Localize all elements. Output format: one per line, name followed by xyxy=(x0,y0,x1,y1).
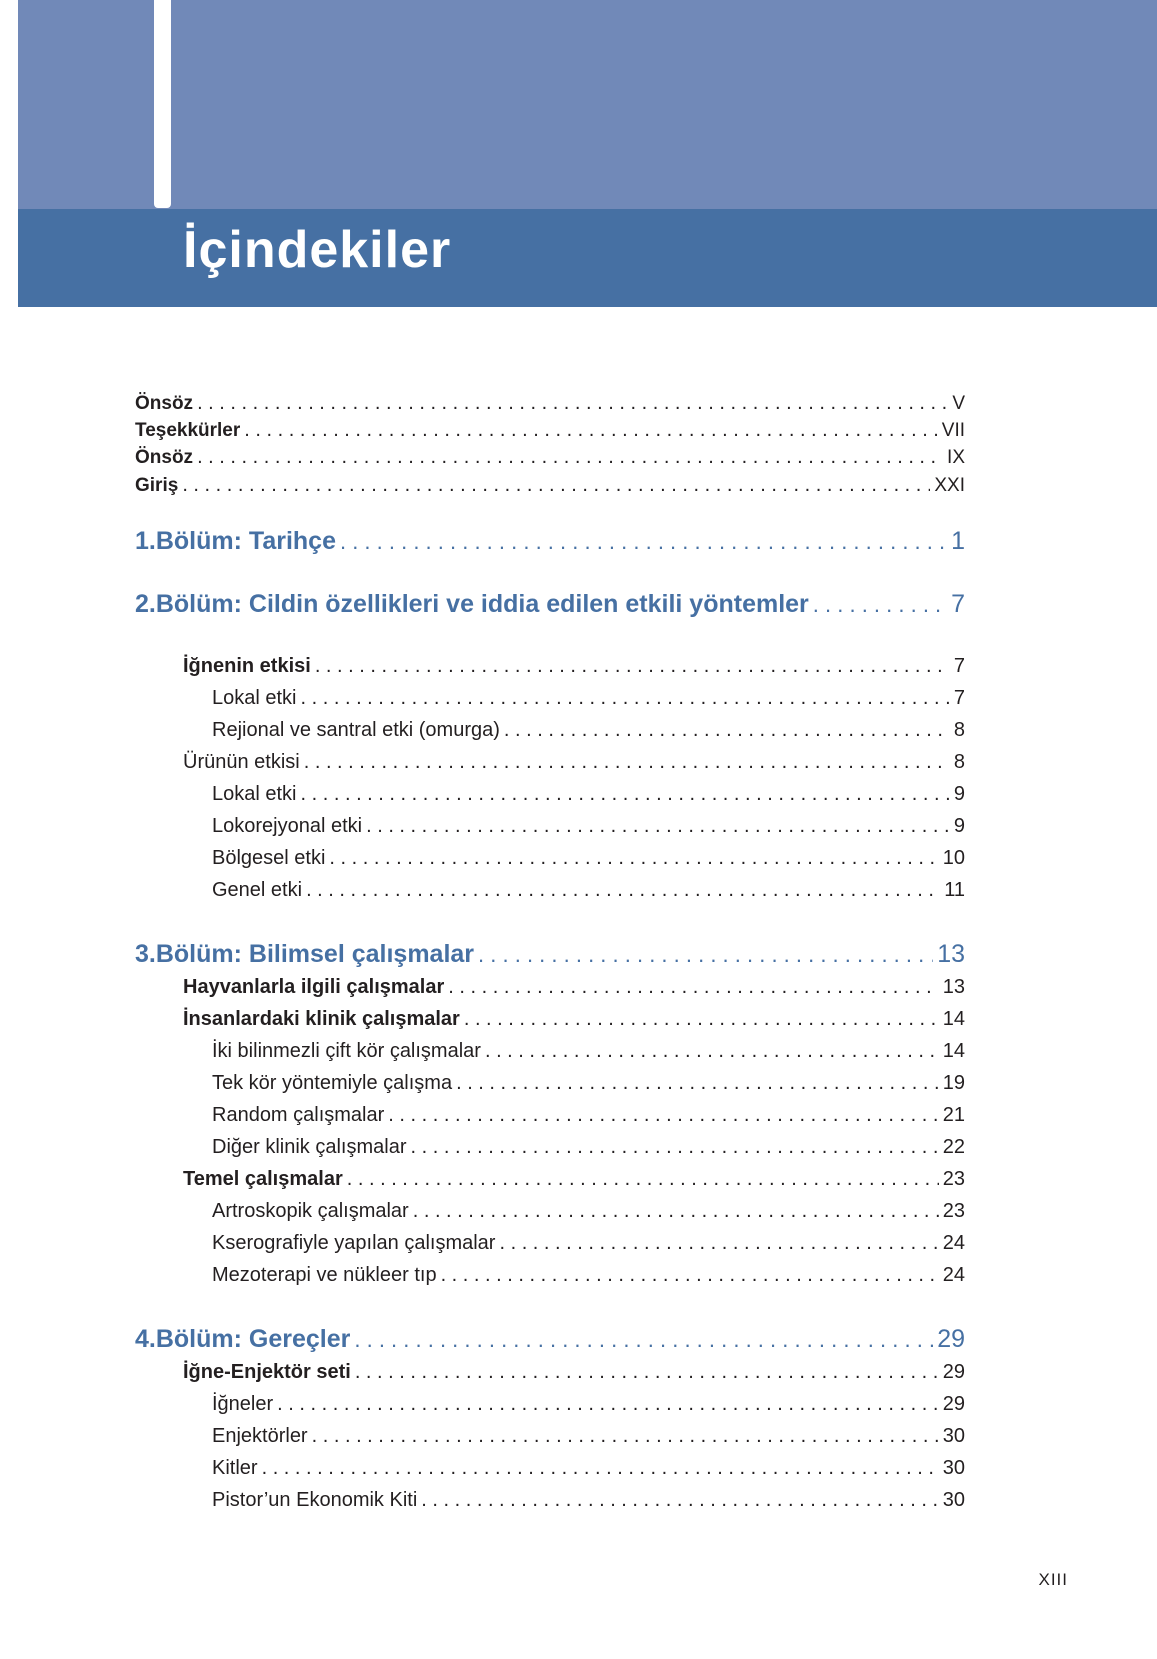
toc-subsection[interactable] xyxy=(135,1264,965,1292)
page-number: XIII xyxy=(1038,1570,1068,1589)
chapter-title: Bölüm: Gereçler xyxy=(155,1325,351,1353)
dot-leader xyxy=(499,1232,938,1255)
dot-leader xyxy=(413,1200,939,1223)
dot-leader xyxy=(197,446,943,469)
dot-leader xyxy=(421,1489,938,1512)
toc-entry-text: Lokal etki xyxy=(212,783,297,805)
toc-entry-text: İnsanlardaki klinik çalışmalar xyxy=(183,1008,460,1030)
dot-leader xyxy=(813,592,947,618)
chapter-page: 1 xyxy=(951,527,965,555)
toc-entry-text: Kserografiyle yapılan çalışmalar xyxy=(212,1232,496,1254)
dot-leader xyxy=(456,1072,939,1095)
toc-entry-text: Ürünün etkisi xyxy=(183,751,300,773)
toc-entry-text: Lokorejyonal etki xyxy=(212,815,363,837)
toc-entry-page: 30 xyxy=(942,1489,965,1511)
toc-entry-text: Artroskopik çalışmalar xyxy=(212,1200,409,1222)
toc-entry-page: 10 xyxy=(942,847,965,869)
chapter-title: Bölüm: Bilimsel çalışmalar xyxy=(155,940,475,968)
toc-subsection[interactable] xyxy=(135,1104,965,1132)
toc-subsection[interactable] xyxy=(135,879,965,907)
dot-leader xyxy=(441,1264,939,1287)
toc-entry-text: İğneler xyxy=(212,1393,274,1415)
toc-entry-page: 9 xyxy=(953,783,965,805)
toc-entry-page: 8 xyxy=(953,719,965,741)
toc-subsection[interactable] xyxy=(135,1232,965,1260)
dot-leader xyxy=(182,474,930,497)
dot-leader xyxy=(301,783,950,806)
toc-subsection[interactable] xyxy=(135,783,965,811)
chapter-number: 4. xyxy=(135,1325,156,1353)
toc-section[interactable] xyxy=(135,976,965,1004)
dot-leader xyxy=(262,1457,939,1480)
toc-subsection[interactable] xyxy=(135,719,965,747)
toc-entry-text: Enjektörler xyxy=(212,1425,308,1447)
toc-entry-text: Bölgesel etki xyxy=(212,847,326,869)
toc-entry-text: Temel çalışmalar xyxy=(183,1168,343,1190)
toc-entry-text: İğne-Enjektör seti xyxy=(183,1361,351,1383)
toc-section[interactable] xyxy=(135,1168,965,1196)
chapter-number: 1. xyxy=(135,527,156,555)
toc-entry-text: Giriş xyxy=(135,475,179,496)
toc-chapter-3[interactable] xyxy=(135,940,965,976)
toc-entry-text: Hayvanlarla ilgili çalışmalar xyxy=(183,976,445,998)
toc-chapter-4[interactable] xyxy=(135,1325,965,1361)
toc-entry-page: 29 xyxy=(942,1361,965,1383)
table-of-contents xyxy=(135,0,965,1659)
toc-subsection[interactable] xyxy=(135,1457,965,1485)
dot-leader xyxy=(388,1104,938,1127)
toc-section[interactable] xyxy=(135,1008,965,1036)
toc-entry-page: 9 xyxy=(953,815,965,837)
toc-entry-page: 29 xyxy=(942,1393,965,1415)
toc-entry-acknowledgements[interactable] xyxy=(135,419,965,447)
toc-entry-text: Pistor’un Ekonomik Kiti xyxy=(212,1489,418,1511)
chapter-title: Bölüm: Cildin özellikleri ve iddia edilen etkili yöntemler xyxy=(155,590,809,618)
chapter-number: 2. xyxy=(135,590,156,618)
toc-entry-text: Rejional ve santral etki (omurga) xyxy=(212,719,500,741)
dot-leader xyxy=(306,879,940,902)
toc-chapter-2[interactable] xyxy=(135,590,965,626)
toc-entry-page: 24 xyxy=(942,1232,965,1254)
dot-leader xyxy=(340,529,947,555)
toc-entry-text: İğnenin etkisi xyxy=(183,655,311,677)
toc-section[interactable] xyxy=(135,655,965,683)
toc-entry-page: 13 xyxy=(942,976,965,998)
toc-section[interactable] xyxy=(135,1361,965,1389)
toc-entry-page: 23 xyxy=(942,1168,965,1190)
dot-leader xyxy=(355,1361,939,1384)
dot-leader xyxy=(354,1327,933,1353)
dot-leader xyxy=(304,751,950,774)
toc-entry-page: 30 xyxy=(942,1425,965,1447)
toc-entry-introduction[interactable] xyxy=(135,474,965,502)
toc-entry-page: 22 xyxy=(942,1136,965,1158)
toc-entry-page: V xyxy=(952,393,965,414)
toc-entry-page: 8 xyxy=(953,751,965,773)
toc-chapter-1[interactable] xyxy=(135,527,965,563)
dot-leader xyxy=(312,1425,939,1448)
toc-subsection[interactable] xyxy=(135,815,965,843)
toc-entry-page: XXI xyxy=(934,475,965,496)
toc-entry-page: 7 xyxy=(953,655,965,677)
toc-entry-page: 21 xyxy=(942,1104,965,1126)
dot-leader xyxy=(315,655,950,678)
dot-leader xyxy=(478,942,933,968)
dot-leader xyxy=(411,1136,939,1159)
toc-entry-text: Önsöz xyxy=(135,393,194,414)
toc-subsection[interactable] xyxy=(135,1489,965,1517)
toc-entry-page: 24 xyxy=(942,1264,965,1286)
toc-entry-text: Diğer klinik çalışmalar xyxy=(212,1136,407,1158)
toc-subsection[interactable] xyxy=(135,1200,965,1228)
toc-subsection[interactable] xyxy=(135,1072,965,1100)
toc-entry-page: IX xyxy=(947,447,965,468)
toc-entry-text: İki bilinmezli çift kör çalışmalar xyxy=(212,1040,481,1062)
toc-entry-page: 7 xyxy=(953,687,965,709)
dot-leader xyxy=(244,419,937,442)
chapter-page: 13 xyxy=(937,940,965,968)
toc-entry-page: 14 xyxy=(942,1040,965,1062)
toc-subsection[interactable] xyxy=(135,1040,965,1068)
dot-leader xyxy=(448,976,938,999)
dot-leader xyxy=(277,1393,939,1416)
toc-entry-page: VII xyxy=(941,420,965,441)
chapter-page: 29 xyxy=(937,1325,965,1353)
toc-entry-preface[interactable] xyxy=(135,392,965,420)
toc-entry-page: 23 xyxy=(942,1200,965,1222)
toc-subsection[interactable] xyxy=(135,687,965,715)
chapter-number: 3. xyxy=(135,940,156,968)
toc-entry-text: Mezoterapi ve nükleer tıp xyxy=(212,1264,437,1286)
dot-leader xyxy=(366,815,950,838)
dot-leader xyxy=(347,1168,939,1191)
toc-subsection[interactable] xyxy=(135,1136,965,1164)
dot-leader xyxy=(464,1008,939,1031)
toc-entry-text: Teşekkürler xyxy=(135,420,241,441)
toc-section[interactable] xyxy=(135,751,965,779)
chapter-title: Bölüm: Tarihçe xyxy=(155,527,336,555)
page-title: İçindekiler xyxy=(183,221,452,279)
toc-entry-text: Kitler xyxy=(212,1457,258,1479)
toc-entry-text: Önsöz xyxy=(135,447,194,468)
toc-entry-text: Random çalışmalar xyxy=(212,1104,385,1126)
toc-subsection[interactable] xyxy=(135,1393,965,1421)
dot-leader xyxy=(329,847,938,870)
toc-subsection[interactable] xyxy=(135,847,965,875)
dot-leader xyxy=(485,1040,939,1063)
dot-leader xyxy=(301,687,950,710)
dot-leader xyxy=(504,719,950,742)
chapter-page: 7 xyxy=(951,590,965,618)
toc-entry-page: 30 xyxy=(942,1457,965,1479)
toc-subsection[interactable] xyxy=(135,1425,965,1453)
dot-leader xyxy=(197,392,948,415)
toc-entry-text: Tek kör yöntemiyle çalışma xyxy=(212,1072,453,1094)
toc-entry-text: Lokal etki xyxy=(212,687,297,709)
toc-entry-page: 14 xyxy=(942,1008,965,1030)
toc-entry-text: Genel etki xyxy=(212,879,303,901)
toc-entry-page: 19 xyxy=(942,1072,965,1094)
toc-entry-page: 11 xyxy=(944,879,965,901)
toc-entry-preface-2[interactable] xyxy=(135,446,965,474)
